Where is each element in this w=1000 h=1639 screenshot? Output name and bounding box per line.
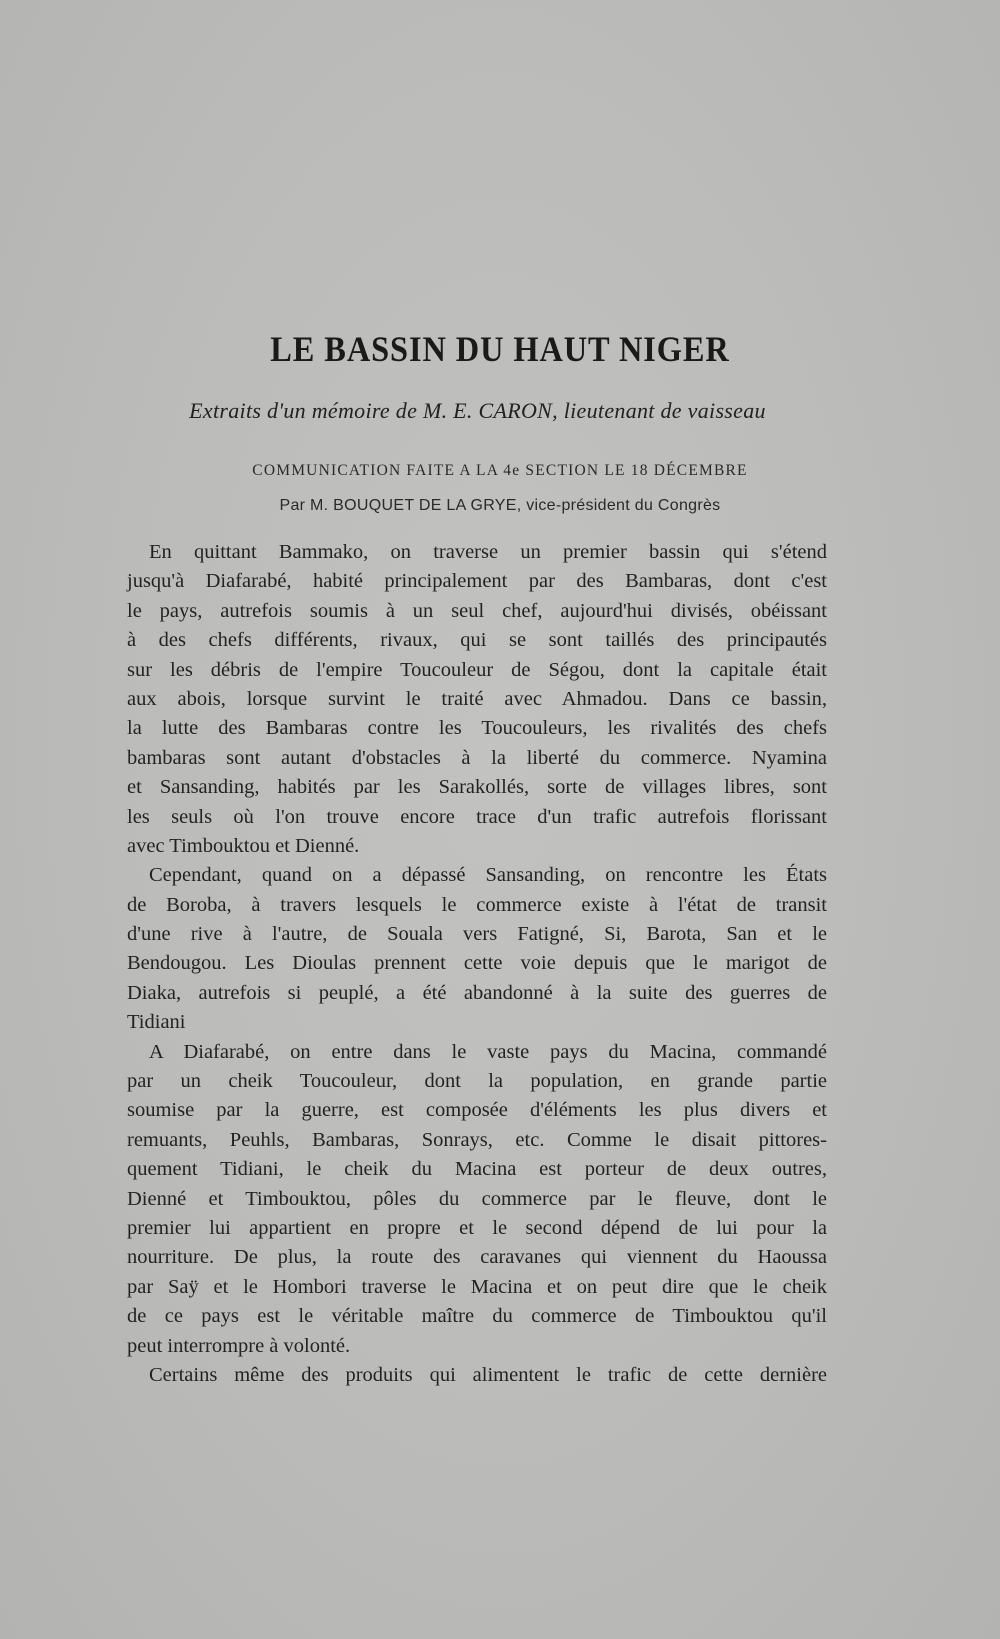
text-line: à des chefs différents, rivaux, qui se sont taillés des principautés bbox=[127, 629, 827, 652]
text-line: de ce pays est le véritable maître du commerce de Timbouktou qu'il bbox=[127, 1305, 827, 1328]
text-line: d'une rive à l'autre, de Souala vers Fatigné, Si, Barota, San et le bbox=[127, 923, 827, 946]
text-line: par Saÿ et le Hombori traverse le Macina et on peut dire que le cheik bbox=[127, 1275, 827, 1298]
text-line: En quittant Bammako, on traverse un premier bassin qui s'étend bbox=[149, 541, 827, 563]
text-line: soumise par la guerre, est composée d'éléments les plus divers et bbox=[127, 1099, 827, 1122]
text-line: la lutte des Bambaras contre les Toucouleurs, les rivalités des chefs bbox=[127, 717, 827, 740]
text-line: Dienné et Timbouktou, pôles du commerce par le fleuve, dont le bbox=[127, 1187, 827, 1210]
text-line: le pays, autrefois soumis à un seul chef, aujourd'hui divisés, obéissant bbox=[127, 599, 827, 622]
text-line: quement Tidiani, le cheik du Macina est porteur de deux outres, bbox=[127, 1158, 827, 1181]
text-line: Bendougou. Les Dioulas prennent cette voie depuis que le marigot de bbox=[127, 952, 827, 975]
text-line: Tidiani bbox=[127, 1011, 186, 1034]
text-line: remuants, Peuhls, Bambaras, Sonrays, etc. Comme le disait pittores- bbox=[127, 1128, 827, 1151]
text-line: et Sansanding, habités par les Sarakollés, sorte de villages libres, sont bbox=[127, 776, 827, 799]
text-line: de Boroba, à travers lesquels le commerce existe à l'état de transit bbox=[127, 893, 827, 916]
body-text bbox=[127, 538, 827, 1390]
document-subtitle: Extraits d'un mémoire de M. E. CARON, lieutenant de vaisseau bbox=[189, 398, 766, 423]
text-line: les seuls où l'on trouve encore trace d'un trafic autrefois florissant bbox=[127, 805, 827, 828]
text-line: par un cheik Toucouleur, dont la population, en grande partie bbox=[127, 1070, 827, 1093]
text-line: bambaras sont autant d'obstacles à la liberté du commerce. Nyamina bbox=[127, 746, 827, 769]
text-line: peut interrompre à volonté. bbox=[127, 1334, 351, 1357]
presenter-line: Par M. BOUQUET DE LA GRYE, vice-président du Congrès bbox=[279, 497, 721, 514]
document-title: LE BASSIN DU HAUT NIGER bbox=[270, 329, 730, 369]
text-line: avec Timbouktou et Dienné. bbox=[127, 834, 360, 857]
text-line: Cependant, quand on a dépassé Sansanding, on rencontre les États bbox=[149, 864, 827, 887]
text-line: premier lui appartient en propre et le second dépend de lui pour la bbox=[127, 1216, 827, 1239]
text-line: sur les débris de l'empire Toucouleur de Ségou, dont la capitale était bbox=[127, 658, 827, 681]
text-line: jusqu'à Diafarabé, habité principalement par des Bambaras, dont c'est bbox=[127, 570, 827, 593]
text-line: A Diafarabé, on entre dans le vaste pays du Macina, commandé bbox=[149, 1040, 827, 1063]
text-line: nourriture. De plus, la route des caravanes qui viennent du Haoussa bbox=[127, 1246, 827, 1269]
text-line: aux abois, lorsque survint le traité avec Ahmadou. Dans ce bassin, bbox=[127, 687, 827, 710]
text-line: Diaka, autrefois si peuplé, a été abandonné à la suite des guerres de bbox=[127, 981, 827, 1004]
text-line: Certains même des produits qui alimentent le trafic de cette dernière bbox=[149, 1363, 827, 1386]
communication-line: COMMUNICATION FAITE A LA 4e SECTION LE 18 DÉCEMBRE bbox=[252, 462, 748, 479]
